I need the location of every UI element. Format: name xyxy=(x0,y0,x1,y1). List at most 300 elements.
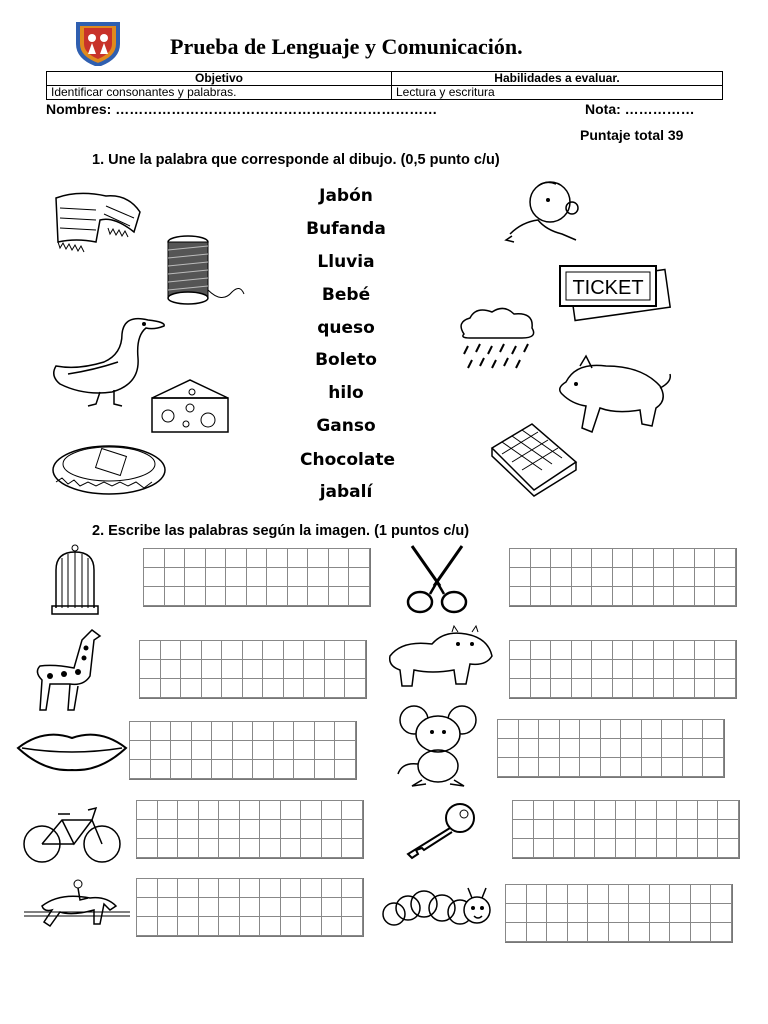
grid-cell[interactable] xyxy=(587,884,609,904)
word-bebe[interactable]: Bebé xyxy=(321,285,371,305)
grid-cell[interactable] xyxy=(571,640,593,660)
grid-cell[interactable] xyxy=(232,740,254,760)
grid-cell[interactable] xyxy=(591,678,613,698)
grid-cell[interactable] xyxy=(702,719,724,739)
grid-cell[interactable] xyxy=(615,800,637,820)
grid-cell[interactable] xyxy=(526,922,548,942)
grid-cell[interactable] xyxy=(198,819,220,839)
grid-cell[interactable] xyxy=(694,678,716,698)
grid-cell[interactable] xyxy=(218,838,240,858)
grid-cell[interactable] xyxy=(300,897,322,917)
grid-cell[interactable] xyxy=(191,721,213,741)
grid-cell[interactable] xyxy=(280,800,302,820)
grid-cell[interactable] xyxy=(567,884,589,904)
ticket-image[interactable] xyxy=(558,264,670,316)
grid-cell[interactable] xyxy=(550,678,572,698)
grid-cell[interactable] xyxy=(694,567,716,587)
grid-cell[interactable] xyxy=(509,640,531,660)
grid-cell[interactable] xyxy=(641,719,663,739)
grid-cell[interactable] xyxy=(676,838,698,858)
grid-cell[interactable] xyxy=(676,819,698,839)
grid-cell[interactable] xyxy=(612,586,634,606)
grid-cell[interactable] xyxy=(334,721,356,741)
hippo-image[interactable] xyxy=(382,626,494,694)
grid-cell[interactable] xyxy=(348,548,370,568)
grid-cell[interactable] xyxy=(252,759,274,779)
grid-cell[interactable] xyxy=(300,819,322,839)
grid-cell[interactable] xyxy=(143,586,165,606)
grid-cell[interactable] xyxy=(509,567,531,587)
grid-cell[interactable] xyxy=(579,757,601,777)
grid-cell[interactable] xyxy=(661,719,683,739)
grid-cell[interactable] xyxy=(341,819,363,839)
grid-cell[interactable] xyxy=(198,838,220,858)
grid-cell[interactable] xyxy=(690,903,712,923)
grid-cell[interactable] xyxy=(509,659,531,679)
grid-cell[interactable] xyxy=(324,659,346,679)
grid-cell[interactable] xyxy=(694,586,716,606)
grid-cell[interactable] xyxy=(211,740,233,760)
grid-cell[interactable] xyxy=(526,884,548,904)
grid-cell[interactable] xyxy=(184,586,206,606)
grid-cell[interactable] xyxy=(283,640,305,660)
grid-cell[interactable] xyxy=(620,738,642,758)
grid-cell[interactable] xyxy=(205,567,227,587)
horse-rider-image[interactable] xyxy=(20,876,136,938)
grid-cell[interactable] xyxy=(157,897,179,917)
grid-cell[interactable] xyxy=(344,678,366,698)
grid-cell[interactable] xyxy=(246,548,268,568)
grid-cell[interactable] xyxy=(177,878,199,898)
grid-cell[interactable] xyxy=(259,916,281,936)
grid-cell[interactable] xyxy=(628,903,650,923)
grid-cell[interactable] xyxy=(287,586,309,606)
grid-cell[interactable] xyxy=(591,567,613,587)
grid-cell[interactable] xyxy=(653,548,675,568)
grid-cell[interactable] xyxy=(710,903,732,923)
grid-cell[interactable] xyxy=(641,738,663,758)
grid-cell[interactable] xyxy=(497,719,519,739)
grid-cell[interactable] xyxy=(328,548,350,568)
grid-cell[interactable] xyxy=(341,878,363,898)
lips-image[interactable] xyxy=(16,726,128,774)
grid-cell[interactable] xyxy=(612,659,634,679)
grid-cell[interactable] xyxy=(239,897,261,917)
grid-cell[interactable] xyxy=(635,838,657,858)
grid-cell[interactable] xyxy=(150,721,172,741)
grid-cell[interactable] xyxy=(160,659,182,679)
grid-cell[interactable] xyxy=(218,878,240,898)
grid-cell[interactable] xyxy=(612,567,634,587)
grid-cell[interactable] xyxy=(164,567,186,587)
grid-cell[interactable] xyxy=(157,916,179,936)
grid-cell[interactable] xyxy=(184,548,206,568)
grid-cell[interactable] xyxy=(505,903,527,923)
grid-cell[interactable] xyxy=(180,659,202,679)
grid-cell[interactable] xyxy=(129,759,151,779)
grid-cell[interactable] xyxy=(550,548,572,568)
grid-cell[interactable] xyxy=(673,640,695,660)
grid-cell[interactable] xyxy=(157,819,179,839)
grid-cell[interactable] xyxy=(690,922,712,942)
grid-cell[interactable] xyxy=(714,586,736,606)
grid-cell[interactable] xyxy=(300,838,322,858)
grid-cell[interactable] xyxy=(160,640,182,660)
grid-cell[interactable] xyxy=(533,800,555,820)
grid-cell[interactable] xyxy=(191,740,213,760)
grid-cell[interactable] xyxy=(211,721,233,741)
grid-cell[interactable] xyxy=(550,659,572,679)
grid-cell[interactable] xyxy=(632,548,654,568)
grid-cell[interactable] xyxy=(526,903,548,923)
grid-cell[interactable] xyxy=(307,548,329,568)
grid-cell[interactable] xyxy=(225,567,247,587)
student-name-field[interactable]: Nombres: …………………………………………………………… xyxy=(46,101,438,117)
grid-cell[interactable] xyxy=(344,640,366,660)
grid-cell[interactable] xyxy=(170,721,192,741)
grid-cell[interactable] xyxy=(673,548,695,568)
grid-cell[interactable] xyxy=(157,838,179,858)
grid-cell[interactable] xyxy=(287,548,309,568)
grid-cell[interactable] xyxy=(612,548,634,568)
grid-cell[interactable] xyxy=(246,586,268,606)
grid-cell[interactable] xyxy=(669,922,691,942)
grid-cell[interactable] xyxy=(550,586,572,606)
grid-cell[interactable] xyxy=(594,800,616,820)
grid-cell[interactable] xyxy=(608,922,630,942)
grid-cell[interactable] xyxy=(273,721,295,741)
grid-cell[interactable] xyxy=(280,878,302,898)
grid-cell[interactable] xyxy=(717,800,739,820)
grid-cell[interactable] xyxy=(530,548,552,568)
grid-cell[interactable] xyxy=(139,678,161,698)
grid-cell[interactable] xyxy=(239,916,261,936)
cheese-image[interactable] xyxy=(150,378,230,434)
word-jabali[interactable]: jabalí xyxy=(319,482,373,502)
grid-cell[interactable] xyxy=(221,659,243,679)
grid-cell[interactable] xyxy=(246,567,268,587)
grid-cell[interactable] xyxy=(198,897,220,917)
grid-cell[interactable] xyxy=(714,659,736,679)
grid-cell[interactable] xyxy=(661,757,683,777)
grid-cell[interactable] xyxy=(170,740,192,760)
grid-cell[interactable] xyxy=(205,548,227,568)
grid-cell[interactable] xyxy=(334,759,356,779)
grid-cell[interactable] xyxy=(612,640,634,660)
grid-cell[interactable] xyxy=(574,819,596,839)
grid-cell[interactable] xyxy=(591,548,613,568)
word-bufanda[interactable]: Bufanda xyxy=(306,219,386,239)
grid-cell[interactable] xyxy=(303,659,325,679)
grid-cell[interactable] xyxy=(136,916,158,936)
writing-grid-caterpillar[interactable] xyxy=(505,884,733,943)
grid-cell[interactable] xyxy=(177,800,199,820)
grid-cell[interactable] xyxy=(321,819,343,839)
grid-cell[interactable] xyxy=(682,757,704,777)
grid-cell[interactable] xyxy=(632,567,654,587)
grid-cell[interactable] xyxy=(656,838,678,858)
grid-cell[interactable] xyxy=(697,819,719,839)
grid-cell[interactable] xyxy=(321,878,343,898)
grid-cell[interactable] xyxy=(497,757,519,777)
grid-cell[interactable] xyxy=(587,903,609,923)
grid-cell[interactable] xyxy=(232,721,254,741)
grid-cell[interactable] xyxy=(697,800,719,820)
grid-cell[interactable] xyxy=(321,897,343,917)
grid-cell[interactable] xyxy=(157,878,179,898)
grid-cell[interactable] xyxy=(170,759,192,779)
word-lluvia[interactable]: Lluvia xyxy=(317,252,375,272)
grid-cell[interactable] xyxy=(307,567,329,587)
grid-cell[interactable] xyxy=(533,838,555,858)
grid-cell[interactable] xyxy=(538,719,560,739)
grid-cell[interactable] xyxy=(628,884,650,904)
grid-cell[interactable] xyxy=(632,678,654,698)
grid-cell[interactable] xyxy=(673,586,695,606)
grid-cell[interactable] xyxy=(259,819,281,839)
grid-cell[interactable] xyxy=(702,757,724,777)
grid-cell[interactable] xyxy=(571,548,593,568)
grid-cell[interactable] xyxy=(136,819,158,839)
grid-cell[interactable] xyxy=(669,903,691,923)
grid-cell[interactable] xyxy=(530,586,552,606)
grid-cell[interactable] xyxy=(600,757,622,777)
grid-cell[interactable] xyxy=(694,659,716,679)
word-jabon[interactable]: Jabón xyxy=(319,186,373,206)
writing-grid-mouse[interactable] xyxy=(497,719,725,778)
grid-cell[interactable] xyxy=(239,800,261,820)
grid-cell[interactable] xyxy=(676,800,698,820)
grid-cell[interactable] xyxy=(129,740,151,760)
grid-cell[interactable] xyxy=(303,640,325,660)
grid-cell[interactable] xyxy=(177,897,199,917)
grid-cell[interactable] xyxy=(242,640,264,660)
grid-cell[interactable] xyxy=(266,548,288,568)
grid-cell[interactable] xyxy=(656,819,678,839)
grid-cell[interactable] xyxy=(673,567,695,587)
grid-cell[interactable] xyxy=(574,838,596,858)
grid-cell[interactable] xyxy=(649,922,671,942)
grid-cell[interactable] xyxy=(518,757,540,777)
grid-cell[interactable] xyxy=(221,640,243,660)
grid-cell[interactable] xyxy=(615,819,637,839)
grid-cell[interactable] xyxy=(303,678,325,698)
grid-cell[interactable] xyxy=(553,819,575,839)
grid-cell[interactable] xyxy=(221,678,243,698)
grid-cell[interactable] xyxy=(553,838,575,858)
grid-cell[interactable] xyxy=(259,878,281,898)
grid-cell[interactable] xyxy=(280,897,302,917)
grid-cell[interactable] xyxy=(509,586,531,606)
grid-cell[interactable] xyxy=(177,819,199,839)
grid-cell[interactable] xyxy=(201,678,223,698)
grid-cell[interactable] xyxy=(509,548,531,568)
grid-cell[interactable] xyxy=(198,800,220,820)
grid-cell[interactable] xyxy=(702,738,724,758)
grid-cell[interactable] xyxy=(620,757,642,777)
bicycle-image[interactable] xyxy=(22,800,122,866)
grid-cell[interactable] xyxy=(587,922,609,942)
grid-cell[interactable] xyxy=(334,740,356,760)
grid-cell[interactable] xyxy=(546,922,568,942)
grid-cell[interactable] xyxy=(714,640,736,660)
grid-cell[interactable] xyxy=(559,757,581,777)
grid-cell[interactable] xyxy=(280,838,302,858)
grid-cell[interactable] xyxy=(615,838,637,858)
grid-cell[interactable] xyxy=(225,586,247,606)
grid-cell[interactable] xyxy=(505,922,527,942)
grid-cell[interactable] xyxy=(341,897,363,917)
grid-cell[interactable] xyxy=(546,884,568,904)
grid-cell[interactable] xyxy=(612,678,634,698)
grid-cell[interactable] xyxy=(239,878,261,898)
grade-field[interactable]: Nota: …………… xyxy=(585,101,695,117)
grid-cell[interactable] xyxy=(143,548,165,568)
grid-cell[interactable] xyxy=(571,586,593,606)
grid-cell[interactable] xyxy=(571,567,593,587)
grid-cell[interactable] xyxy=(567,922,589,942)
grid-cell[interactable] xyxy=(608,884,630,904)
grid-cell[interactable] xyxy=(656,800,678,820)
grid-cell[interactable] xyxy=(497,738,519,758)
grid-cell[interactable] xyxy=(600,738,622,758)
grid-cell[interactable] xyxy=(225,548,247,568)
grid-cell[interactable] xyxy=(641,757,663,777)
grid-cell[interactable] xyxy=(673,678,695,698)
grid-cell[interactable] xyxy=(143,567,165,587)
grid-cell[interactable] xyxy=(283,659,305,679)
grid-cell[interactable] xyxy=(321,800,343,820)
writing-grid-bicycle[interactable] xyxy=(136,800,364,859)
grid-cell[interactable] xyxy=(259,800,281,820)
grid-cell[interactable] xyxy=(710,922,732,942)
grid-cell[interactable] xyxy=(694,640,716,660)
grid-cell[interactable] xyxy=(649,903,671,923)
grid-cell[interactable] xyxy=(694,548,716,568)
grid-cell[interactable] xyxy=(184,567,206,587)
grid-cell[interactable] xyxy=(608,903,630,923)
grid-cell[interactable] xyxy=(546,903,568,923)
grid-cell[interactable] xyxy=(198,878,220,898)
grid-cell[interactable] xyxy=(129,721,151,741)
grid-cell[interactable] xyxy=(653,678,675,698)
grid-cell[interactable] xyxy=(280,819,302,839)
grid-cell[interactable] xyxy=(530,659,552,679)
grid-cell[interactable] xyxy=(559,738,581,758)
grid-cell[interactable] xyxy=(348,567,370,587)
grid-cell[interactable] xyxy=(574,800,596,820)
grid-cell[interactable] xyxy=(191,759,213,779)
birdcage-image[interactable] xyxy=(50,544,100,616)
grid-cell[interactable] xyxy=(205,586,227,606)
grid-cell[interactable] xyxy=(344,659,366,679)
grid-cell[interactable] xyxy=(717,819,739,839)
caterpillar-image[interactable] xyxy=(380,882,494,932)
grid-cell[interactable] xyxy=(553,800,575,820)
grid-cell[interactable] xyxy=(280,916,302,936)
grid-cell[interactable] xyxy=(293,759,315,779)
grid-cell[interactable] xyxy=(150,759,172,779)
grid-cell[interactable] xyxy=(649,884,671,904)
grid-cell[interactable] xyxy=(293,740,315,760)
grid-cell[interactable] xyxy=(307,586,329,606)
grid-cell[interactable] xyxy=(136,878,158,898)
grid-cell[interactable] xyxy=(550,567,572,587)
writing-grid-birdcage[interactable] xyxy=(143,548,371,607)
grid-cell[interactable] xyxy=(530,567,552,587)
grid-cell[interactable] xyxy=(324,678,346,698)
grid-cell[interactable] xyxy=(252,721,274,741)
grid-cell[interactable] xyxy=(697,838,719,858)
grid-cell[interactable] xyxy=(509,678,531,698)
mouse-image[interactable] xyxy=(392,704,488,788)
grid-cell[interactable] xyxy=(314,759,336,779)
soap-image[interactable] xyxy=(48,440,170,500)
grid-cell[interactable] xyxy=(232,759,254,779)
grid-cell[interactable] xyxy=(717,838,739,858)
word-queso[interactable]: queso xyxy=(317,318,375,338)
grid-cell[interactable] xyxy=(150,740,172,760)
thread-spool-image[interactable] xyxy=(162,234,246,306)
grid-cell[interactable] xyxy=(266,586,288,606)
grid-cell[interactable] xyxy=(262,640,284,660)
grid-cell[interactable] xyxy=(559,719,581,739)
grid-cell[interactable] xyxy=(273,759,295,779)
grid-cell[interactable] xyxy=(714,678,736,698)
chocolate-image[interactable] xyxy=(488,418,580,494)
grid-cell[interactable] xyxy=(653,567,675,587)
grid-cell[interactable] xyxy=(653,659,675,679)
grid-cell[interactable] xyxy=(628,922,650,942)
grid-cell[interactable] xyxy=(218,916,240,936)
grid-cell[interactable] xyxy=(157,800,179,820)
word-boleto[interactable]: Boleto xyxy=(315,350,377,370)
grid-cell[interactable] xyxy=(300,800,322,820)
grid-cell[interactable] xyxy=(550,640,572,660)
grid-cell[interactable] xyxy=(530,640,552,660)
grid-cell[interactable] xyxy=(579,738,601,758)
grid-cell[interactable] xyxy=(653,640,675,660)
grid-cell[interactable] xyxy=(283,678,305,698)
grid-cell[interactable] xyxy=(632,586,654,606)
grid-cell[interactable] xyxy=(160,678,182,698)
grid-cell[interactable] xyxy=(600,719,622,739)
grid-cell[interactable] xyxy=(136,838,158,858)
grid-cell[interactable] xyxy=(321,838,343,858)
grid-cell[interactable] xyxy=(201,640,223,660)
grid-cell[interactable] xyxy=(273,740,295,760)
grid-cell[interactable] xyxy=(139,659,161,679)
grid-cell[interactable] xyxy=(669,884,691,904)
grid-cell[interactable] xyxy=(164,586,186,606)
key-image[interactable] xyxy=(402,800,478,860)
grid-cell[interactable] xyxy=(328,567,350,587)
grid-cell[interactable] xyxy=(180,678,202,698)
grid-cell[interactable] xyxy=(341,838,363,858)
grid-cell[interactable] xyxy=(571,659,593,679)
grid-cell[interactable] xyxy=(533,819,555,839)
grid-cell[interactable] xyxy=(632,659,654,679)
grid-cell[interactable] xyxy=(314,740,336,760)
grid-cell[interactable] xyxy=(242,659,264,679)
grid-cell[interactable] xyxy=(594,819,616,839)
grid-cell[interactable] xyxy=(518,719,540,739)
grid-cell[interactable] xyxy=(262,678,284,698)
grid-cell[interactable] xyxy=(620,719,642,739)
grid-cell[interactable] xyxy=(218,897,240,917)
grid-cell[interactable] xyxy=(518,738,540,758)
grid-cell[interactable] xyxy=(512,838,534,858)
